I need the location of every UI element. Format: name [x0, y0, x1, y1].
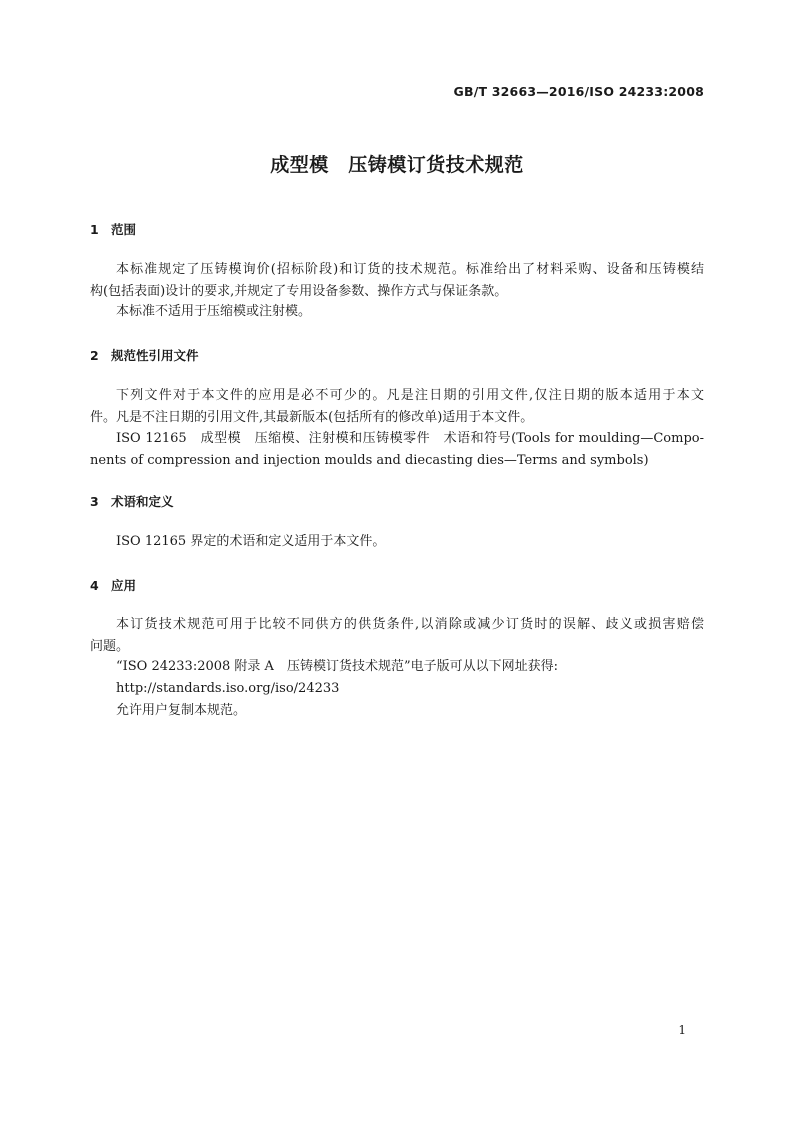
section-4-paragraph-2: “ISO 24233:2008 附录 A 压铸模订货技术规范”电子版可从以下网址获得: — [116, 659, 558, 674]
section-number: 2 — [90, 348, 99, 363]
section-2-paragraph-2 — [90, 428, 704, 472]
standard-code: GB/T 32663—2016/ISO 24233:2008 — [453, 84, 704, 99]
section-4-url: http://standards.iso.org/iso/24233 — [116, 681, 340, 696]
paragraph-line: ISO 12165 成型模 压缩模、注射模和压铸模零件 术语和符号(Tools for moulding—Compo- — [116, 431, 704, 446]
paragraph-line: 本标准规定了压铸模询价(招标阶段)和订货的技术规范。标准给出了材料采购、设备和压铸模结 — [116, 262, 704, 277]
paragraph-line: 下列文件对于本文件的应用是必不可少的。凡是注日期的引用文件,仅注日期的版本适用于本文 — [116, 388, 704, 403]
section-1-paragraph-2: 本标准不适用于压缩模或注射模。 — [116, 304, 312, 319]
section-1-heading — [90, 220, 136, 238]
section-2-paragraph-1 — [90, 385, 704, 429]
section-title: 术语和定义 — [111, 494, 174, 509]
document-title: 成型模 压铸模订货技术规范 — [270, 154, 524, 176]
section-number: 1 — [90, 222, 99, 237]
section-2-heading — [90, 346, 199, 364]
paragraph-line: 问题。 — [90, 639, 130, 654]
section-4-paragraph-4: 允许用户复制本规范。 — [116, 703, 247, 718]
paragraph-line: 构(包括表面)设计的要求,并规定了专用设备参数、操作方式与保证条款。 — [90, 284, 508, 299]
section-1-paragraph-1 — [90, 259, 704, 303]
section-4-paragraph-1 — [90, 614, 704, 658]
section-title: 规范性引用文件 — [111, 348, 199, 363]
paragraph-line: 件。凡是不注日期的引用文件,其最新版本(包括所有的修改单)适用于本文件。 — [90, 410, 534, 425]
page-number: 1 — [678, 1023, 686, 1037]
section-3-paragraph-1: ISO 12165 界定的术语和定义适用于本文件。 — [116, 534, 386, 549]
section-4-heading — [90, 576, 136, 594]
section-number: 4 — [90, 578, 99, 593]
paragraph-line: nents of compression and injection moulds and diecasting dies—Terms and symbols) — [90, 453, 649, 468]
section-title: 应用 — [111, 578, 137, 593]
paragraph-line: 本订货技术规范可用于比较不同供方的供货条件,以消除或减少订货时的误解、歧义或损害赔偿 — [116, 617, 704, 632]
section-number: 3 — [90, 494, 99, 509]
section-3-heading — [90, 492, 174, 510]
section-title: 范围 — [111, 222, 137, 237]
